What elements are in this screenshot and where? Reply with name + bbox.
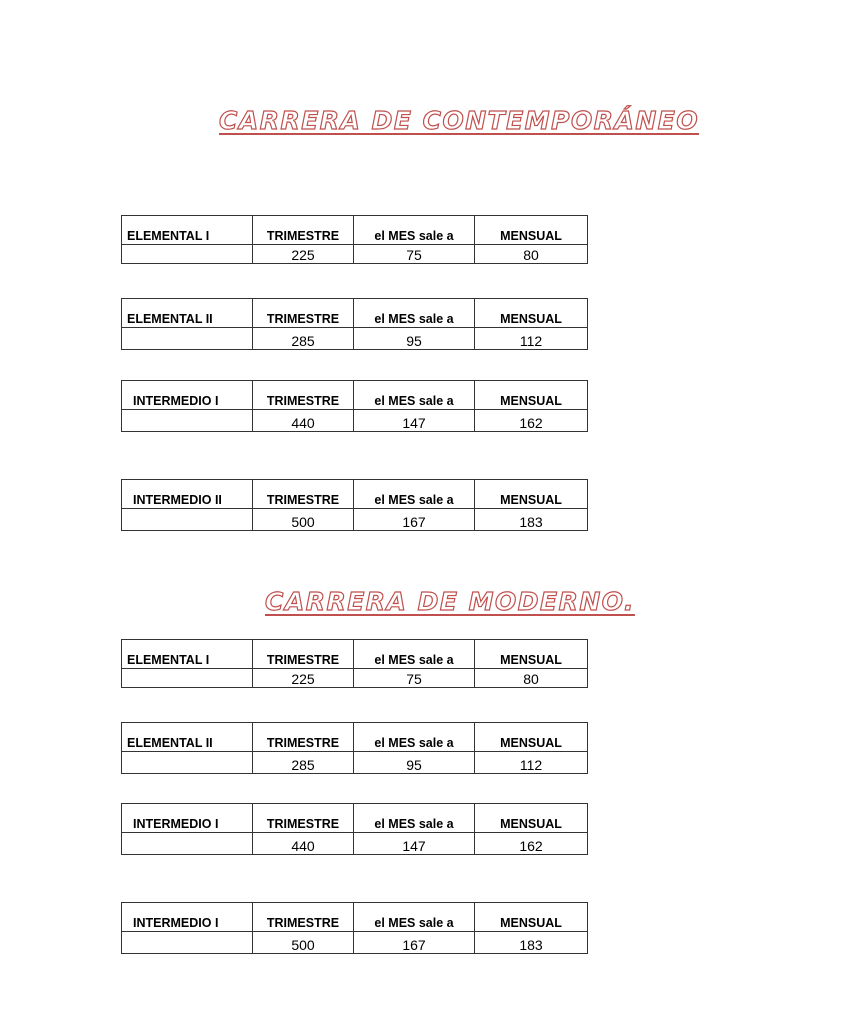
header-mensual: MENSUAL — [475, 299, 588, 328]
value-trimestre: 500 — [253, 932, 354, 954]
level-label: ELEMENTAL I — [122, 216, 253, 245]
table-row — [122, 509, 588, 531]
header-mes: el MES sale a — [354, 903, 475, 932]
value-mensual: 183 — [475, 509, 588, 531]
fee-table-intermedio-1 — [121, 803, 588, 855]
value-mensual: 162 — [475, 410, 588, 432]
value-mensual: 112 — [475, 752, 588, 774]
fee-table-elemental-1 — [121, 215, 588, 264]
table-header-row — [122, 381, 588, 410]
header-mensual: MENSUAL — [475, 640, 588, 669]
value-mes: 147 — [354, 833, 475, 855]
table-row — [122, 328, 588, 350]
table-header-row — [122, 480, 588, 509]
empty-cell — [122, 669, 253, 688]
header-mensual: MENSUAL — [475, 723, 588, 752]
header-mensual: MENSUAL — [475, 480, 588, 509]
header-trimestre: TRIMESTRE — [253, 216, 354, 245]
value-mensual: 162 — [475, 833, 588, 855]
empty-cell — [122, 509, 253, 531]
value-mensual: 80 — [475, 245, 588, 264]
table-header-row — [122, 804, 588, 833]
header-mes: el MES sale a — [354, 381, 475, 410]
level-label: ELEMENTAL I — [122, 640, 253, 669]
table-header-row — [122, 903, 588, 932]
level-label: INTERMEDIO I — [122, 381, 253, 410]
section-title-contemporaneo: CARRERA DE CONTEMPORÁNEO — [219, 106, 700, 135]
header-mensual: MENSUAL — [475, 804, 588, 833]
table-row — [122, 245, 588, 264]
header-trimestre: TRIMESTRE — [253, 903, 354, 932]
empty-cell — [122, 752, 253, 774]
header-trimestre: TRIMESTRE — [253, 299, 354, 328]
header-mes: el MES sale a — [354, 723, 475, 752]
header-trimestre: TRIMESTRE — [253, 804, 354, 833]
table-header-row — [122, 723, 588, 752]
value-mensual: 80 — [475, 669, 588, 688]
table-row — [122, 669, 588, 688]
value-trimestre: 285 — [253, 752, 354, 774]
empty-cell — [122, 833, 253, 855]
table-header-row — [122, 216, 588, 245]
fee-table-elemental-1 — [121, 639, 588, 688]
value-mes: 75 — [354, 245, 475, 264]
value-trimestre: 440 — [253, 410, 354, 432]
header-mes: el MES sale a — [354, 480, 475, 509]
table-row — [122, 410, 588, 432]
header-trimestre: TRIMESTRE — [253, 723, 354, 752]
table-header-row — [122, 640, 588, 669]
fee-table-intermedio-2 — [121, 479, 588, 531]
value-mes: 75 — [354, 669, 475, 688]
header-trimestre: TRIMESTRE — [253, 480, 354, 509]
fee-table-elemental-2 — [121, 298, 588, 350]
empty-cell — [122, 932, 253, 954]
header-mes: el MES sale a — [354, 640, 475, 669]
header-mes: el MES sale a — [354, 804, 475, 833]
empty-cell — [122, 328, 253, 350]
table-row — [122, 932, 588, 954]
level-label: INTERMEDIO I — [122, 903, 253, 932]
header-trimestre: TRIMESTRE — [253, 381, 354, 410]
value-mes: 147 — [354, 410, 475, 432]
value-trimestre: 440 — [253, 833, 354, 855]
header-trimestre: TRIMESTRE — [253, 640, 354, 669]
value-trimestre: 225 — [253, 669, 354, 688]
value-mes: 95 — [354, 752, 475, 774]
fee-table-intermedio-last — [121, 902, 588, 954]
empty-cell — [122, 410, 253, 432]
fee-table-elemental-2 — [121, 722, 588, 774]
level-label: ELEMENTAL II — [122, 723, 253, 752]
level-label: INTERMEDIO I — [122, 804, 253, 833]
value-mes: 167 — [354, 509, 475, 531]
header-mes: el MES sale a — [354, 299, 475, 328]
value-mensual: 112 — [475, 328, 588, 350]
value-mensual: 183 — [475, 932, 588, 954]
level-label: INTERMEDIO II — [122, 480, 253, 509]
level-label: ELEMENTAL II — [122, 299, 253, 328]
header-mensual: MENSUAL — [475, 216, 588, 245]
table-header-row — [122, 299, 588, 328]
table-row — [122, 833, 588, 855]
value-mes: 95 — [354, 328, 475, 350]
table-row — [122, 752, 588, 774]
value-mes: 167 — [354, 932, 475, 954]
section-title-moderno: CARRERA DE MODERNO. — [265, 587, 635, 616]
value-trimestre: 225 — [253, 245, 354, 264]
header-mensual: MENSUAL — [475, 381, 588, 410]
fee-table-intermedio-1 — [121, 380, 588, 432]
header-mes: el MES sale a — [354, 216, 475, 245]
empty-cell — [122, 245, 253, 264]
value-trimestre: 285 — [253, 328, 354, 350]
value-trimestre: 500 — [253, 509, 354, 531]
header-mensual: MENSUAL — [475, 903, 588, 932]
